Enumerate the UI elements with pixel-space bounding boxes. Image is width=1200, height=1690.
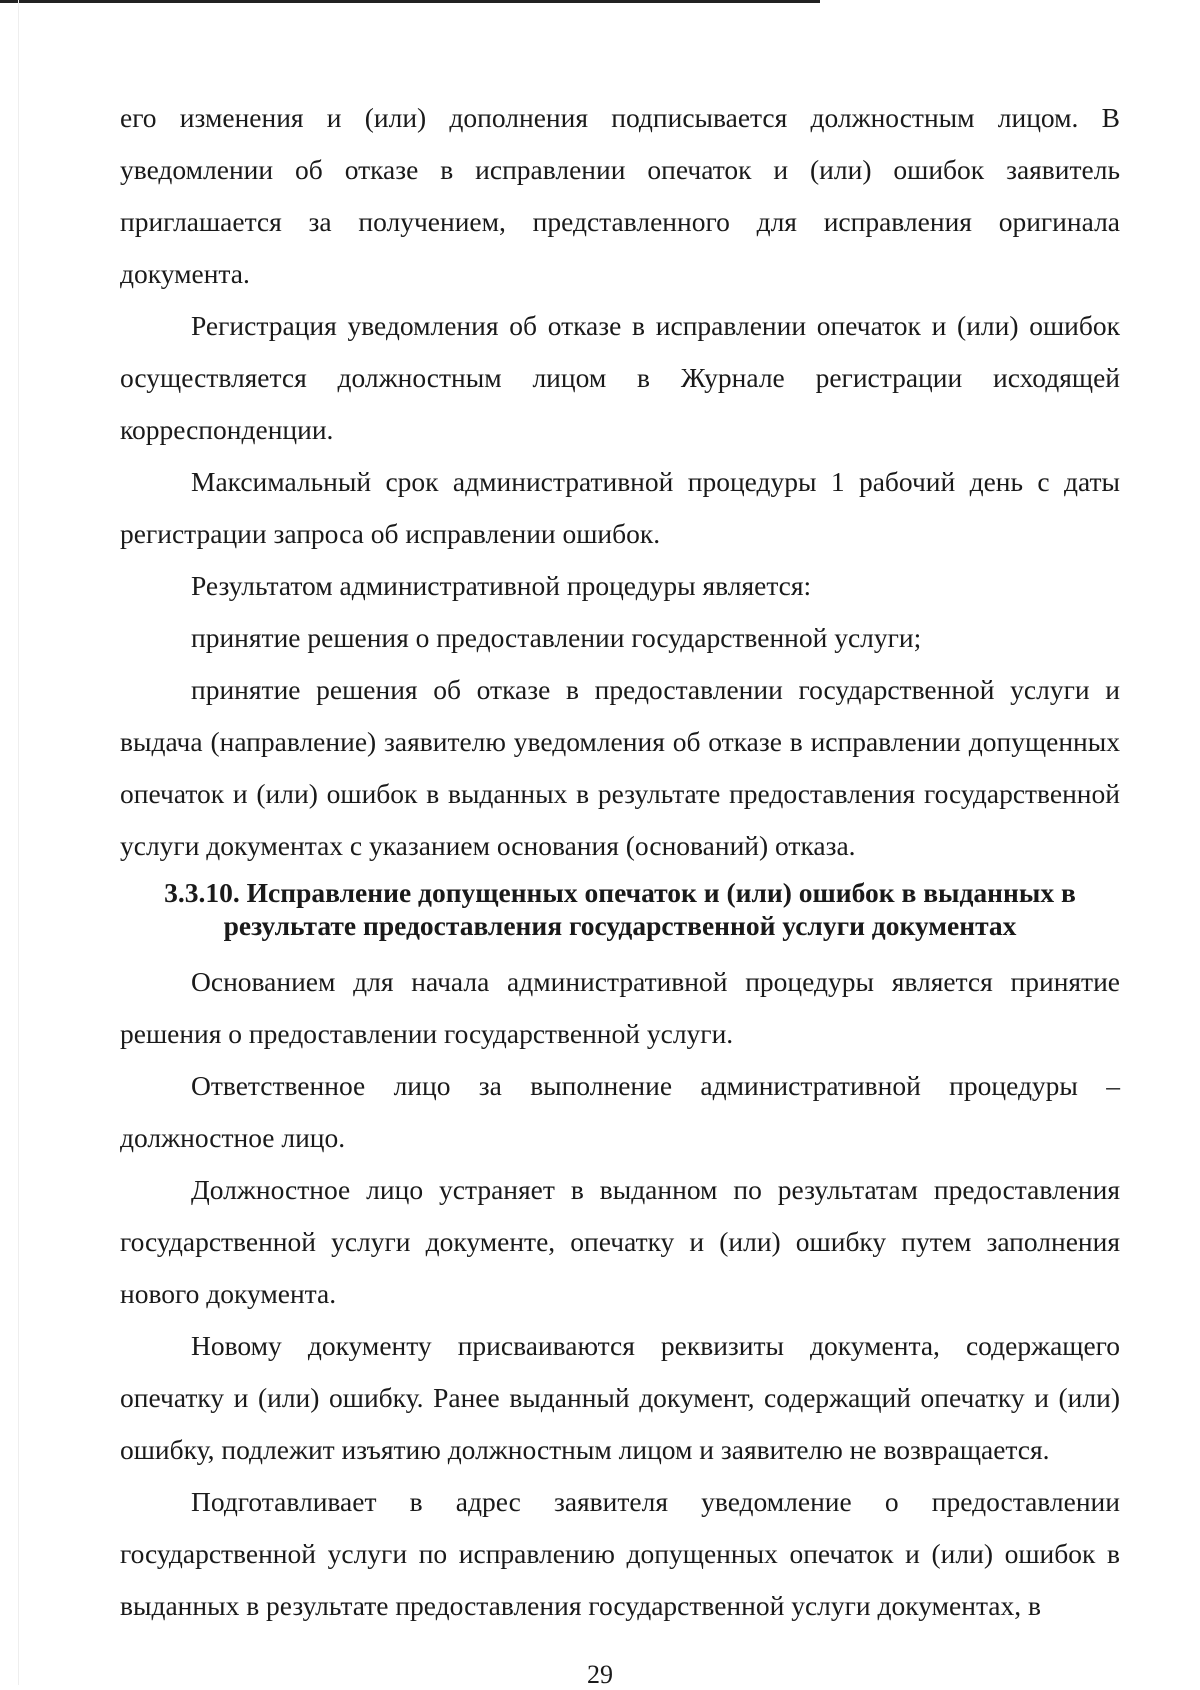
page-number: 29 <box>587 1660 613 1689</box>
paragraph: принятие решения о предоставлении государственной услуги; <box>191 622 922 653</box>
paragraph: его изменения и (или) дополнения подписывается должностным лицом. В уведомлении об отказе в исправлении опечаток и (или) ошибок заявитель приглашается за получением, представленного для исправления оригинала документа. <box>120 102 1120 289</box>
section-heading-line: 3.3.10. Исправление допущенных опечаток и (или) ошибок в выданных в <box>164 877 1076 908</box>
top-rule <box>0 0 820 3</box>
paragraph: принятие решения об отказе в предоставлении государственной услуги и выдача (направление) заявителю уведомления об отказе в исправлении допущенных опечаток и (или) ошибок в выданных в результате предоставления государственной услуги документах с указанием основания (оснований) отказа. <box>120 674 1120 861</box>
paragraphs-bottom <box>120 956 1120 1632</box>
paragraph: Основанием для начала административной процедуры является принятие решения о предоставлении государственной услуги. <box>120 966 1120 1049</box>
paragraph: Должностное лицо устраняет в выданном по результатам предоставления государственной услуги документе, опечатку и (или) ошибку путем заполнения нового документа. <box>120 1174 1120 1309</box>
section-heading <box>120 876 1120 942</box>
paragraph: Подготавливает в адрес заявителя уведомление о предоставлении государственной услуги по исправлению допущенных опечаток и (или) ошибок в выданных в результате предоставления государственной услуги документах, в <box>120 1486 1120 1621</box>
paragraph: Максимальный срок административной процедуры 1 рабочий день с даты регистрации запроса об исправлении ошибок. <box>120 466 1120 549</box>
document-page <box>120 92 1120 1632</box>
paragraph: Регистрация уведомления об отказе в исправлении опечаток и (или) ошибок осуществляется должностным лицом в Журнале регистрации исходящей корреспонденции. <box>120 310 1120 445</box>
paragraph: Результатом административной процедуры является: <box>191 570 812 601</box>
page-edge <box>18 0 19 1685</box>
section-heading-line: результате предоставления государственной услуги документах <box>223 910 1017 941</box>
paragraph: Ответственное лицо за выполнение административной процедуры – должностное лицо. <box>120 1070 1120 1153</box>
paragraph: Новому документу присваиваются реквизиты документа, содержащего опечатку и (или) ошибку. Ранее выданный документ, содержащий опечатку и (или) ошибку, подлежит изъятию должностным лицом и заявителю не возвращается. <box>120 1330 1120 1465</box>
paragraphs-top <box>120 92 1120 872</box>
